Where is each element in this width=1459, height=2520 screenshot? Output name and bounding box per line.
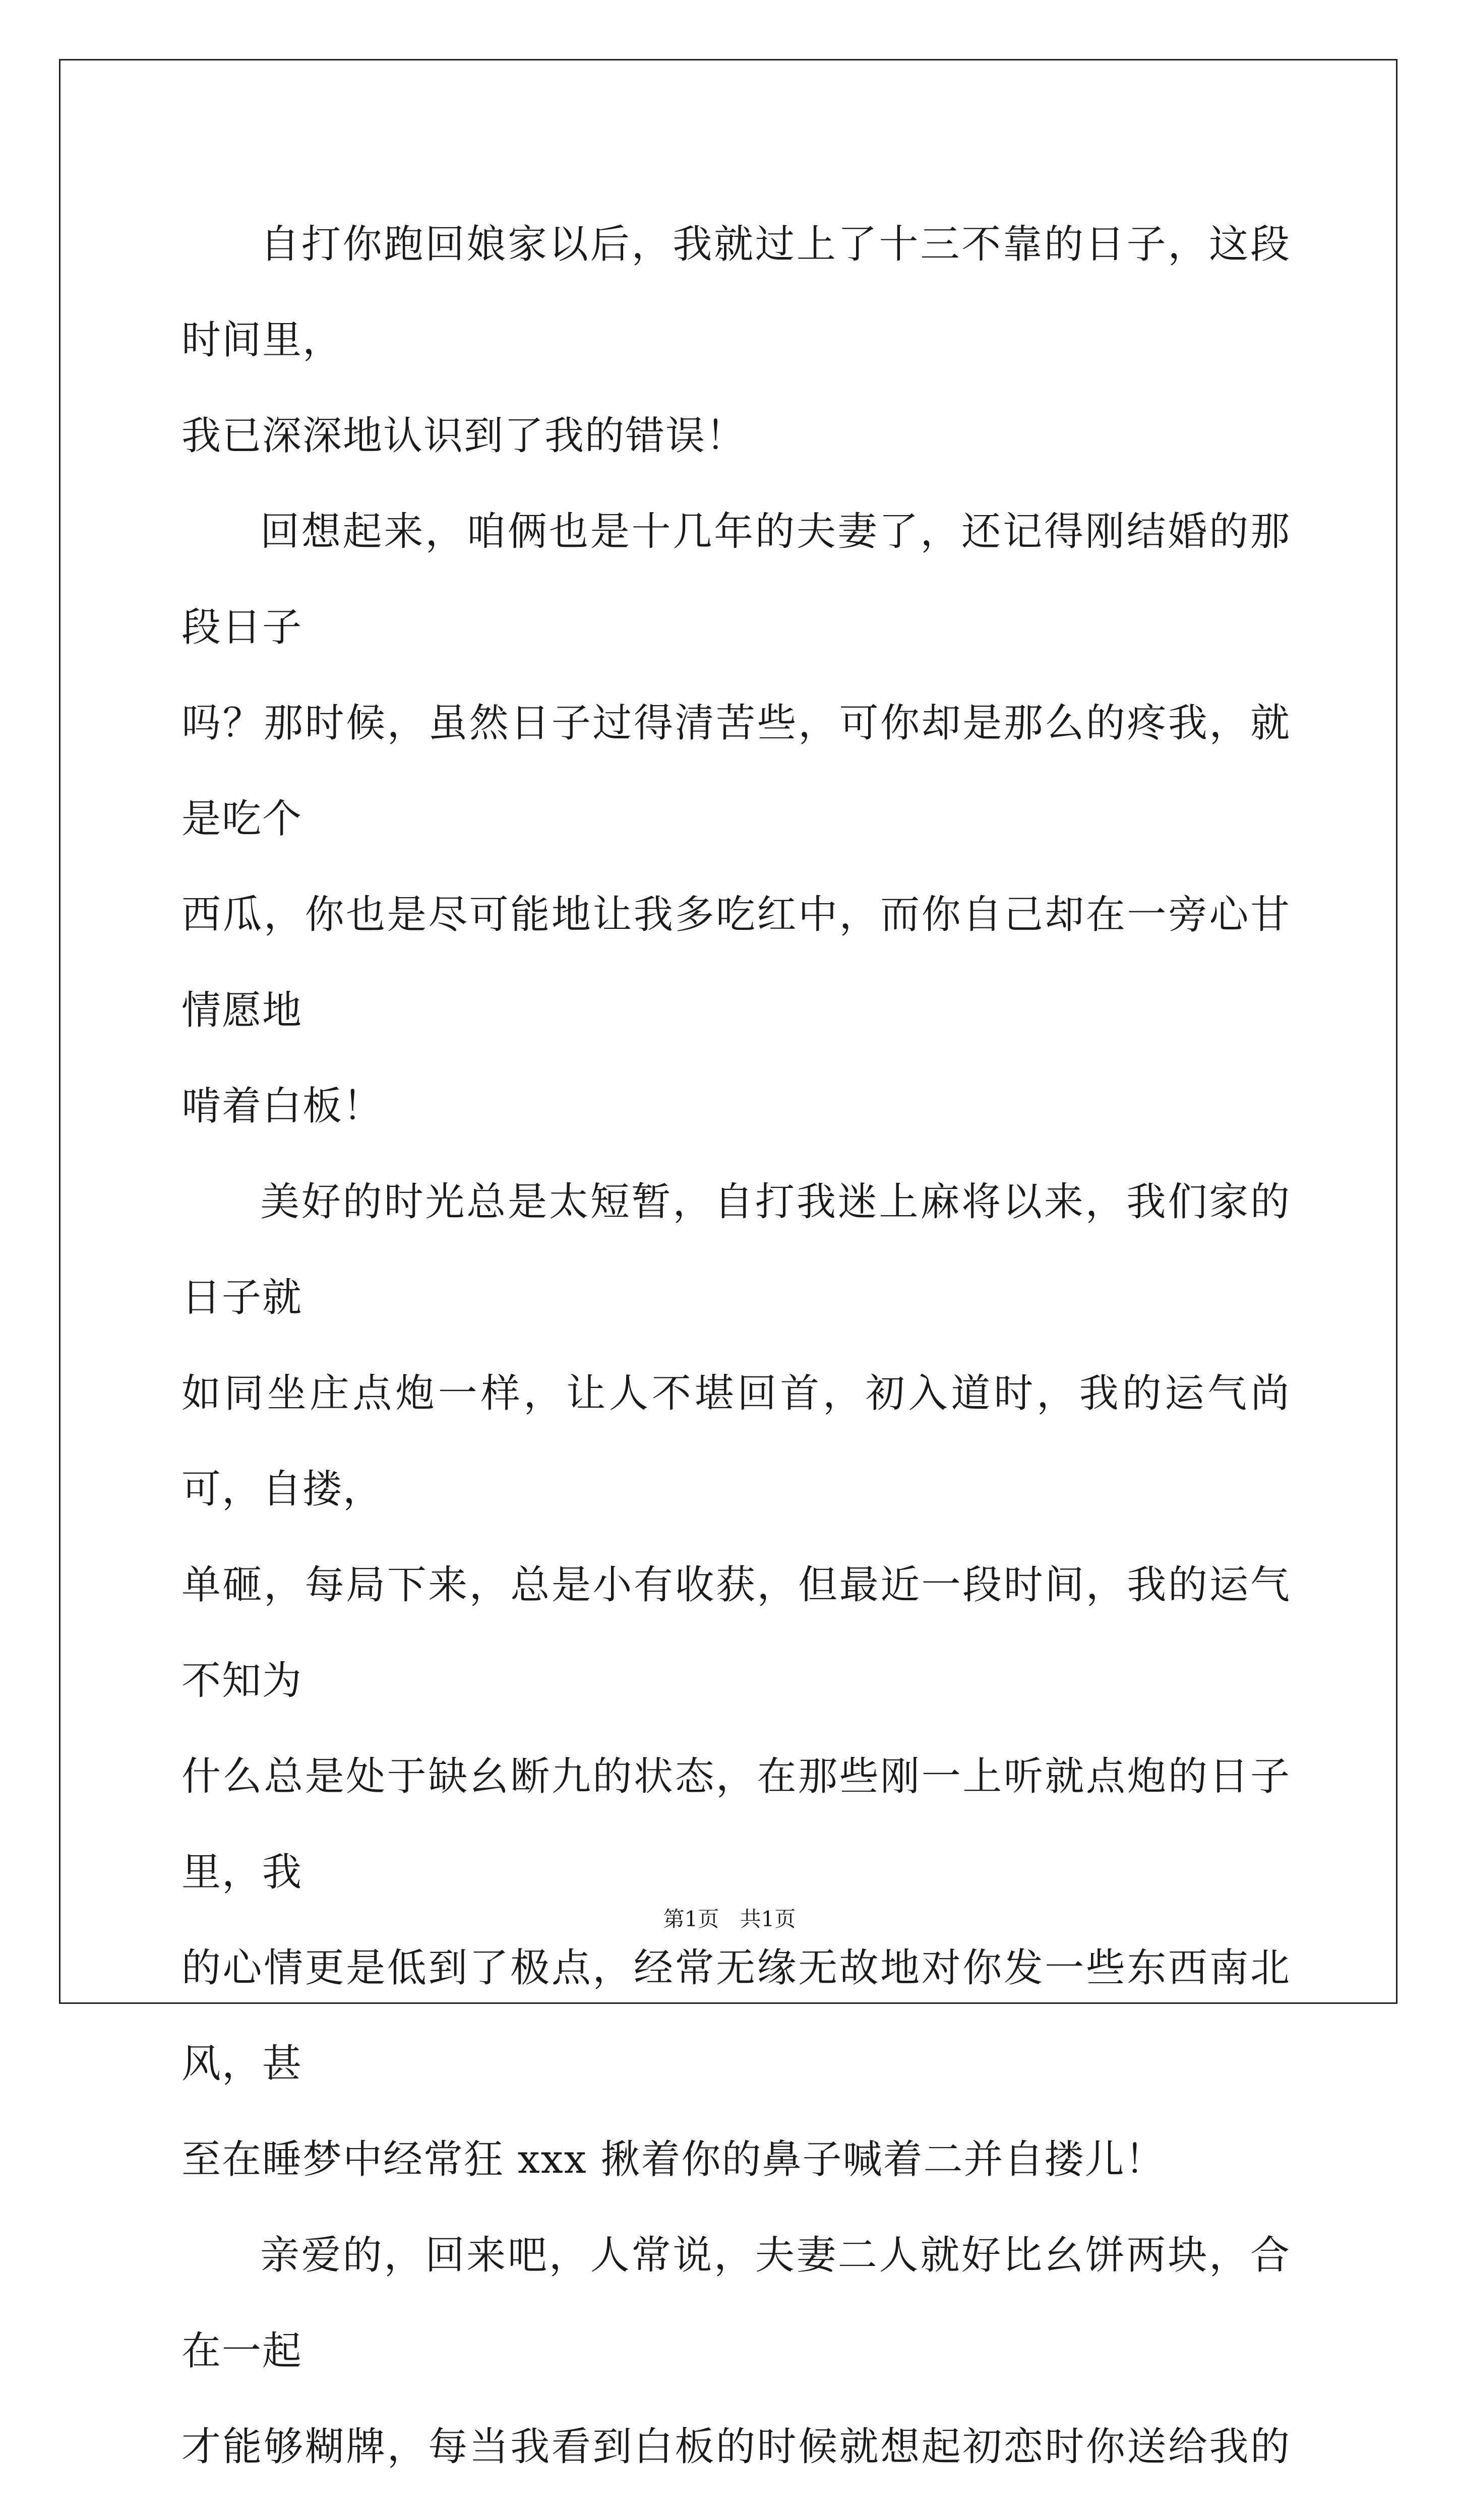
page-number-total: 共1页 [740, 1907, 796, 1931]
document-body [181, 197, 1291, 2520]
page-footer [0, 1903, 1459, 1933]
paragraph-3: 美好的时光总是太短暂，自打我迷上麻将以来，我们家的日子就 如同坐庄点炮一样，让人不堪回首，初入道时，我的运气尚可，自搂， 单砸，每局下来，总是小有收获，但最近一段时间，我的运气不知为 什么总是处于缺幺断九的状态，在那些刚一上听就点炮的日子里，我 的心情更是低到了极点，经常无缘无故地对你发一些东西南北风，甚 至在睡梦中经常狂 xxx 揪着你的鼻子喊着二并自搂儿！ [181, 1179, 1291, 2182]
paragraph-1: 自打你跑回娘家以后，我就过上了十三不靠的日子，这段时间里， 我已深深地认识到了我的错误！ [181, 222, 1291, 459]
page-number-current: 第1页 [663, 1907, 719, 1931]
paragraph-4: 亲爱的，回来吧，人常说，夫妻二人就好比幺饼两块，合在一起 才能够糊牌，每当我看到白板的时候就想起初恋时你送给我的 [181, 2233, 1291, 2470]
paragraph-2: 回想起来，咱俩也是十几年的夫妻了，还记得刚结婚的那段日子 吗？那时候，虽然日子过得清苦些，可你却是那么的疼我，就是吃个 西瓜，你也是尽可能地让我多吃红中，而你自己却在一旁心甘情愿地 啃着白板！ [181, 509, 1291, 1129]
